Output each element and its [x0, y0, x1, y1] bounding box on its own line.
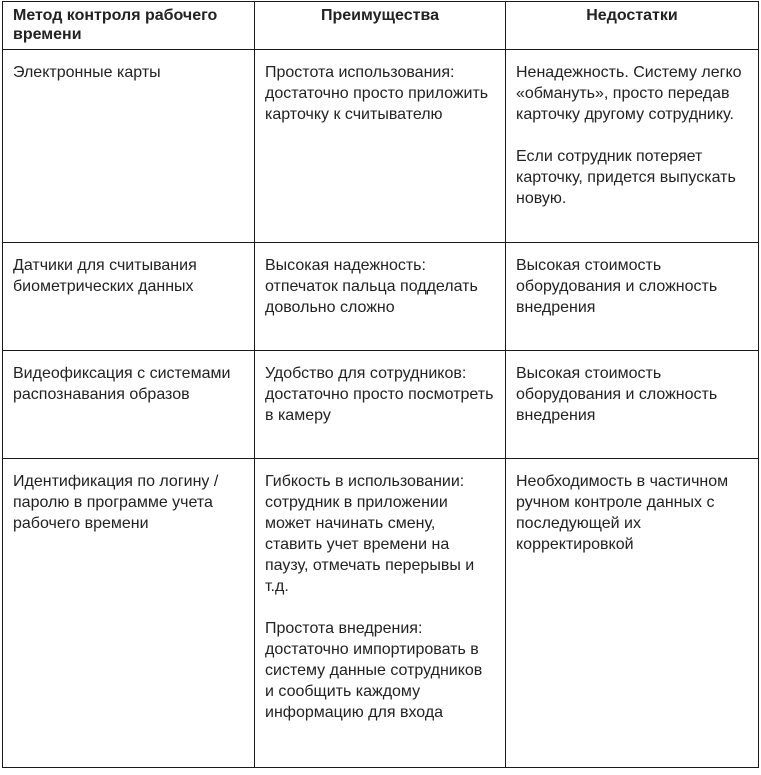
- cell-advantages: [255, 351, 506, 459]
- table-row: [3, 459, 759, 768]
- advantage-text: Удобство для сотрудников: достаточно просто посмотреть в камеру: [265, 365, 494, 424]
- table-row: [3, 50, 759, 243]
- cell-method: [3, 243, 255, 351]
- cell-disadvantages: [506, 243, 759, 351]
- disadvantage-text: Высокая стоимость оборудования и сложность внедрения: [516, 365, 718, 424]
- header-disadvantages: Недостатки: [506, 2, 759, 50]
- cell-disadvantages: [506, 50, 759, 243]
- cell-method: [3, 351, 255, 459]
- table-header-row: [3, 2, 759, 50]
- cell-method: [3, 50, 255, 243]
- advantage-text: Простота использования: достаточно просто приложить карточку к считывателю: [265, 64, 489, 123]
- cell-method: [3, 459, 255, 768]
- cell-advantages: [255, 243, 506, 351]
- method-text: Идентификация по логину / паролю в программе учета рабочего времени: [13, 473, 219, 532]
- method-text: Электронные карты: [13, 64, 161, 81]
- header-method: Метод контроля рабочего времени: [3, 2, 255, 50]
- cell-advantages: [255, 50, 506, 243]
- disadvantage-text: Необходимость в частичном ручном контроле данных с последующей их корректировкой: [516, 473, 729, 553]
- cell-disadvantages: [506, 459, 759, 768]
- advantage-text: Гибкость в использовании: сотрудник в приложении может начинать смену, ставить учет времени на паузу, отмечать перерывы и т.д.: [265, 473, 475, 595]
- table-row: [3, 243, 759, 351]
- disadvantage-text: Если сотрудник потеряет карточку, придется выпускать новую.: [516, 148, 736, 207]
- advantage-text: Высокая надежность: отпечаток пальца подделать довольно сложно: [265, 257, 478, 316]
- header-advantages: Преимущества: [255, 2, 506, 50]
- table-row: [3, 351, 759, 459]
- method-text: Датчики для считывания биометрических данных: [13, 257, 197, 295]
- disadvantage-text: Ненадежность. Систему легко «обмануть», просто передав карточку другому сотруднику.: [516, 64, 742, 123]
- cell-advantages: [255, 459, 506, 768]
- cell-disadvantages: [506, 351, 759, 459]
- disadvantage-text: Высокая стоимость оборудования и сложность внедрения: [516, 257, 718, 316]
- method-text: Видеофиксация с системами распознавания образов: [13, 365, 231, 403]
- comparison-table: [2, 1, 759, 768]
- advantage-text: Простота внедрения: достаточно импортировать в систему данные сотрудников и сообщить каждому информацию для входа: [265, 620, 483, 721]
